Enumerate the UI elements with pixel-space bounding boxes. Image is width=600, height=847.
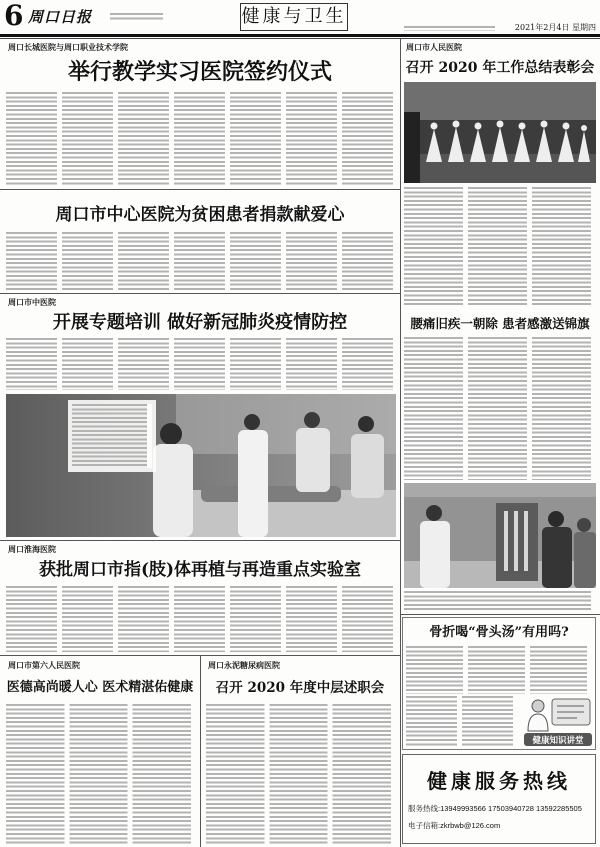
article-body <box>6 232 398 290</box>
article-divider <box>0 540 400 541</box>
article-body <box>404 337 596 480</box>
article-divider <box>0 189 400 190</box>
article-divider <box>0 293 400 294</box>
article-headline: 获批周口市指(肢)体再植与再造重点实验室 <box>38 560 362 580</box>
column-divider <box>400 39 401 847</box>
badge-label: 健康知识讲堂 <box>532 736 584 746</box>
article-source: 周口永泥糖尿病医院 <box>208 660 280 670</box>
article-headline: 召开 2020 年度中层述职会 <box>215 680 385 696</box>
article-headline: 举行教学实习医院签约仪式 <box>67 59 332 85</box>
ceremony-photo <box>404 82 596 183</box>
article-divider <box>400 614 600 615</box>
article-body <box>406 646 592 694</box>
header-rule-thin <box>0 38 600 39</box>
editor-credit <box>110 13 168 20</box>
article-body <box>206 704 396 845</box>
article-body <box>6 338 398 390</box>
article-source: 周口市中医院 <box>8 297 56 307</box>
photo-caption <box>72 404 152 468</box>
issue-date: 2021年2月4日 星期四 <box>514 23 596 32</box>
header-rule <box>0 34 600 37</box>
article-headline: 腰痛旧疾一朝除 患者感激送锦旗 <box>410 316 590 331</box>
training-photo <box>6 394 396 537</box>
article-headline: 骨折喝“骨头汤”有用吗? <box>429 625 569 640</box>
page-number: 6 <box>4 0 24 32</box>
photo-caption-box <box>68 400 156 472</box>
article-body <box>6 704 196 845</box>
article-body <box>404 187 596 305</box>
article-source: 周口长城医院与周口职业技术学院 <box>8 42 128 52</box>
article-headline: 周口市中心医院为贫困患者捐款献爱心 <box>55 205 345 225</box>
contact-line <box>404 26 500 31</box>
hotline-email: 电子信箱:zkrbwb@126.com <box>408 821 501 830</box>
hotline-phones: 服务热线:13949993566 17503940728 13592285505 <box>408 804 582 813</box>
article-source: 周口淮海医院 <box>8 544 56 554</box>
health-lecture-badge <box>522 697 594 747</box>
article-body <box>6 92 398 186</box>
photo-caption <box>404 591 596 611</box>
section-title: 健康与卫生 <box>240 3 348 31</box>
article-headline: 召开 2020 年工作总结表彰会 <box>405 60 595 76</box>
article-source: 周口市第六人民医院 <box>8 660 80 670</box>
hotline-title: 健康服务热线 <box>427 769 571 793</box>
banner-photo <box>404 483 596 588</box>
newspaper-name: 周口日报 <box>28 8 93 26</box>
article-headline: 医德高尚暖人心 医术精湛佑健康 <box>6 680 194 695</box>
article-body <box>406 696 518 746</box>
article-source: 周口市人民医院 <box>406 42 462 52</box>
article-headline: 开展专题培训 做好新冠肺炎疫情防控 <box>52 312 348 333</box>
article-body <box>6 586 398 652</box>
